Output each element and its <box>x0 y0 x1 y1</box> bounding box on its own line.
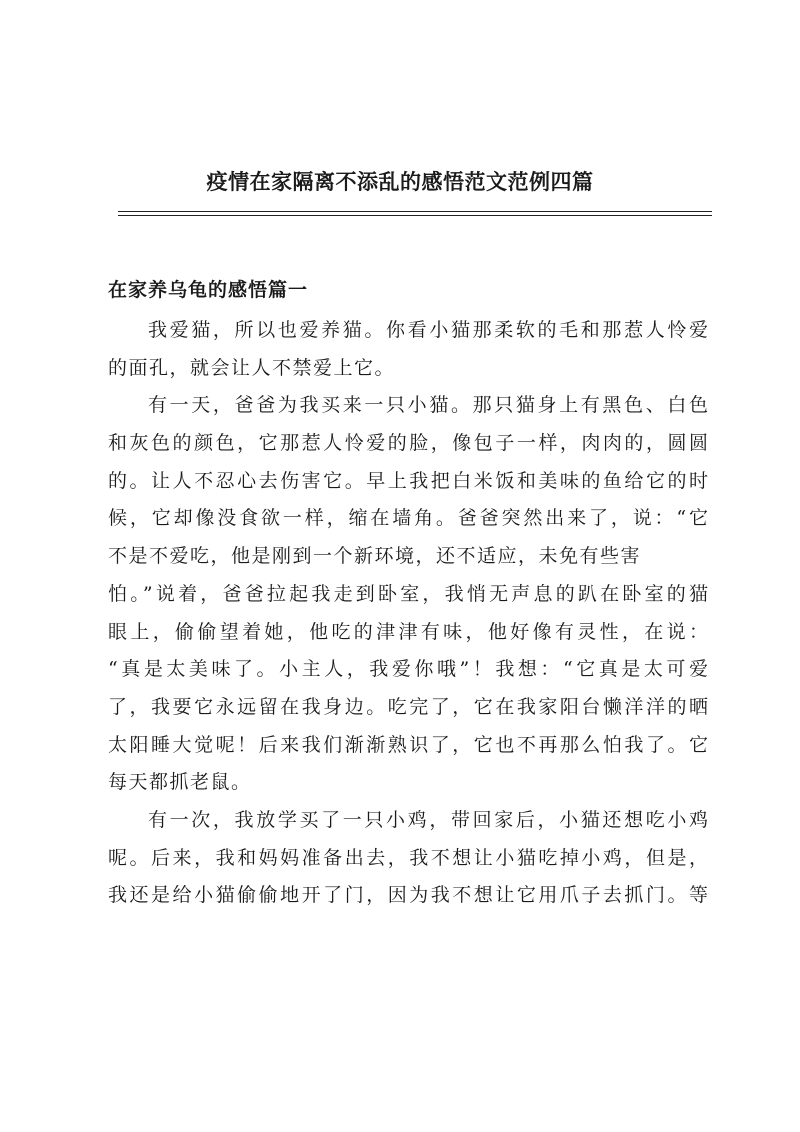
paragraph-line: 的。让人不忍心去伤害它。早上我把白米饭和美味的鱼给它的时 <box>108 469 708 492</box>
title-double-rule <box>118 211 712 216</box>
paragraph-line: 我还是给小猫偷偷地开了门，因为我不想让它用爪子去抓门。等 <box>108 884 708 907</box>
document-title: 疫情在家隔离不添乱的感悟范文范例四篇 <box>206 169 594 194</box>
paragraph-line: 我爱猫，所以也爱养猫。你看小猫那柔软的毛和那惹人怜爱 <box>148 319 708 341</box>
paragraph-line: 眼上，偷偷望着她，他吃的津津有味，他好像有灵性，在说： <box>108 620 708 643</box>
paragraph-line: 和灰色的颜色，它那惹人怜爱的脸，像包子一样，肉肉的，圆圆 <box>108 432 708 455</box>
paragraph-line: “真是太美味了。小主人，我爱你哦”！我想：“它真是太可爱 <box>108 658 708 681</box>
paragraph-line: 呢。后来，我和妈妈准备出去，我不想让小猫吃掉小鸡，但是， <box>108 846 708 869</box>
paragraph-line: 的面孔，就会让人不禁爱上它。 <box>108 356 396 379</box>
paragraph-line: 每天都抓老鼠。 <box>108 771 252 794</box>
paragraph-line: 有一天，爸爸为我买来一只小猫。那只猫身上有黑色、白色 <box>148 394 708 417</box>
body-text <box>108 312 708 915</box>
paragraph-line: 有一次，我放学买了一只小鸡，带回家后，小猫还想吃小鸡 <box>148 808 708 831</box>
section-heading: 在家养乌龟的感悟篇一 <box>108 279 309 301</box>
paragraph-line: 太阳睡大觉呢！后来我们渐渐熟识了，它也不再那么怕我了。它 <box>108 733 708 756</box>
paragraph-line: 了，我要它永远留在我身边。吃完了，它在我家阳台懒洋洋的晒 <box>108 695 708 718</box>
paragraph-line: 候，它却像没食欲一样，缩在墙角。爸爸突然出来了，说：“它 <box>108 507 708 530</box>
paragraph-line: 不是不爱吃，他是刚到一个新环境，还不适应，未免有些害 <box>108 545 642 568</box>
paragraph-line: 怕。”说着，爸爸拉起我走到卧室，我悄无声息的趴在卧室的猫 <box>108 582 708 605</box>
